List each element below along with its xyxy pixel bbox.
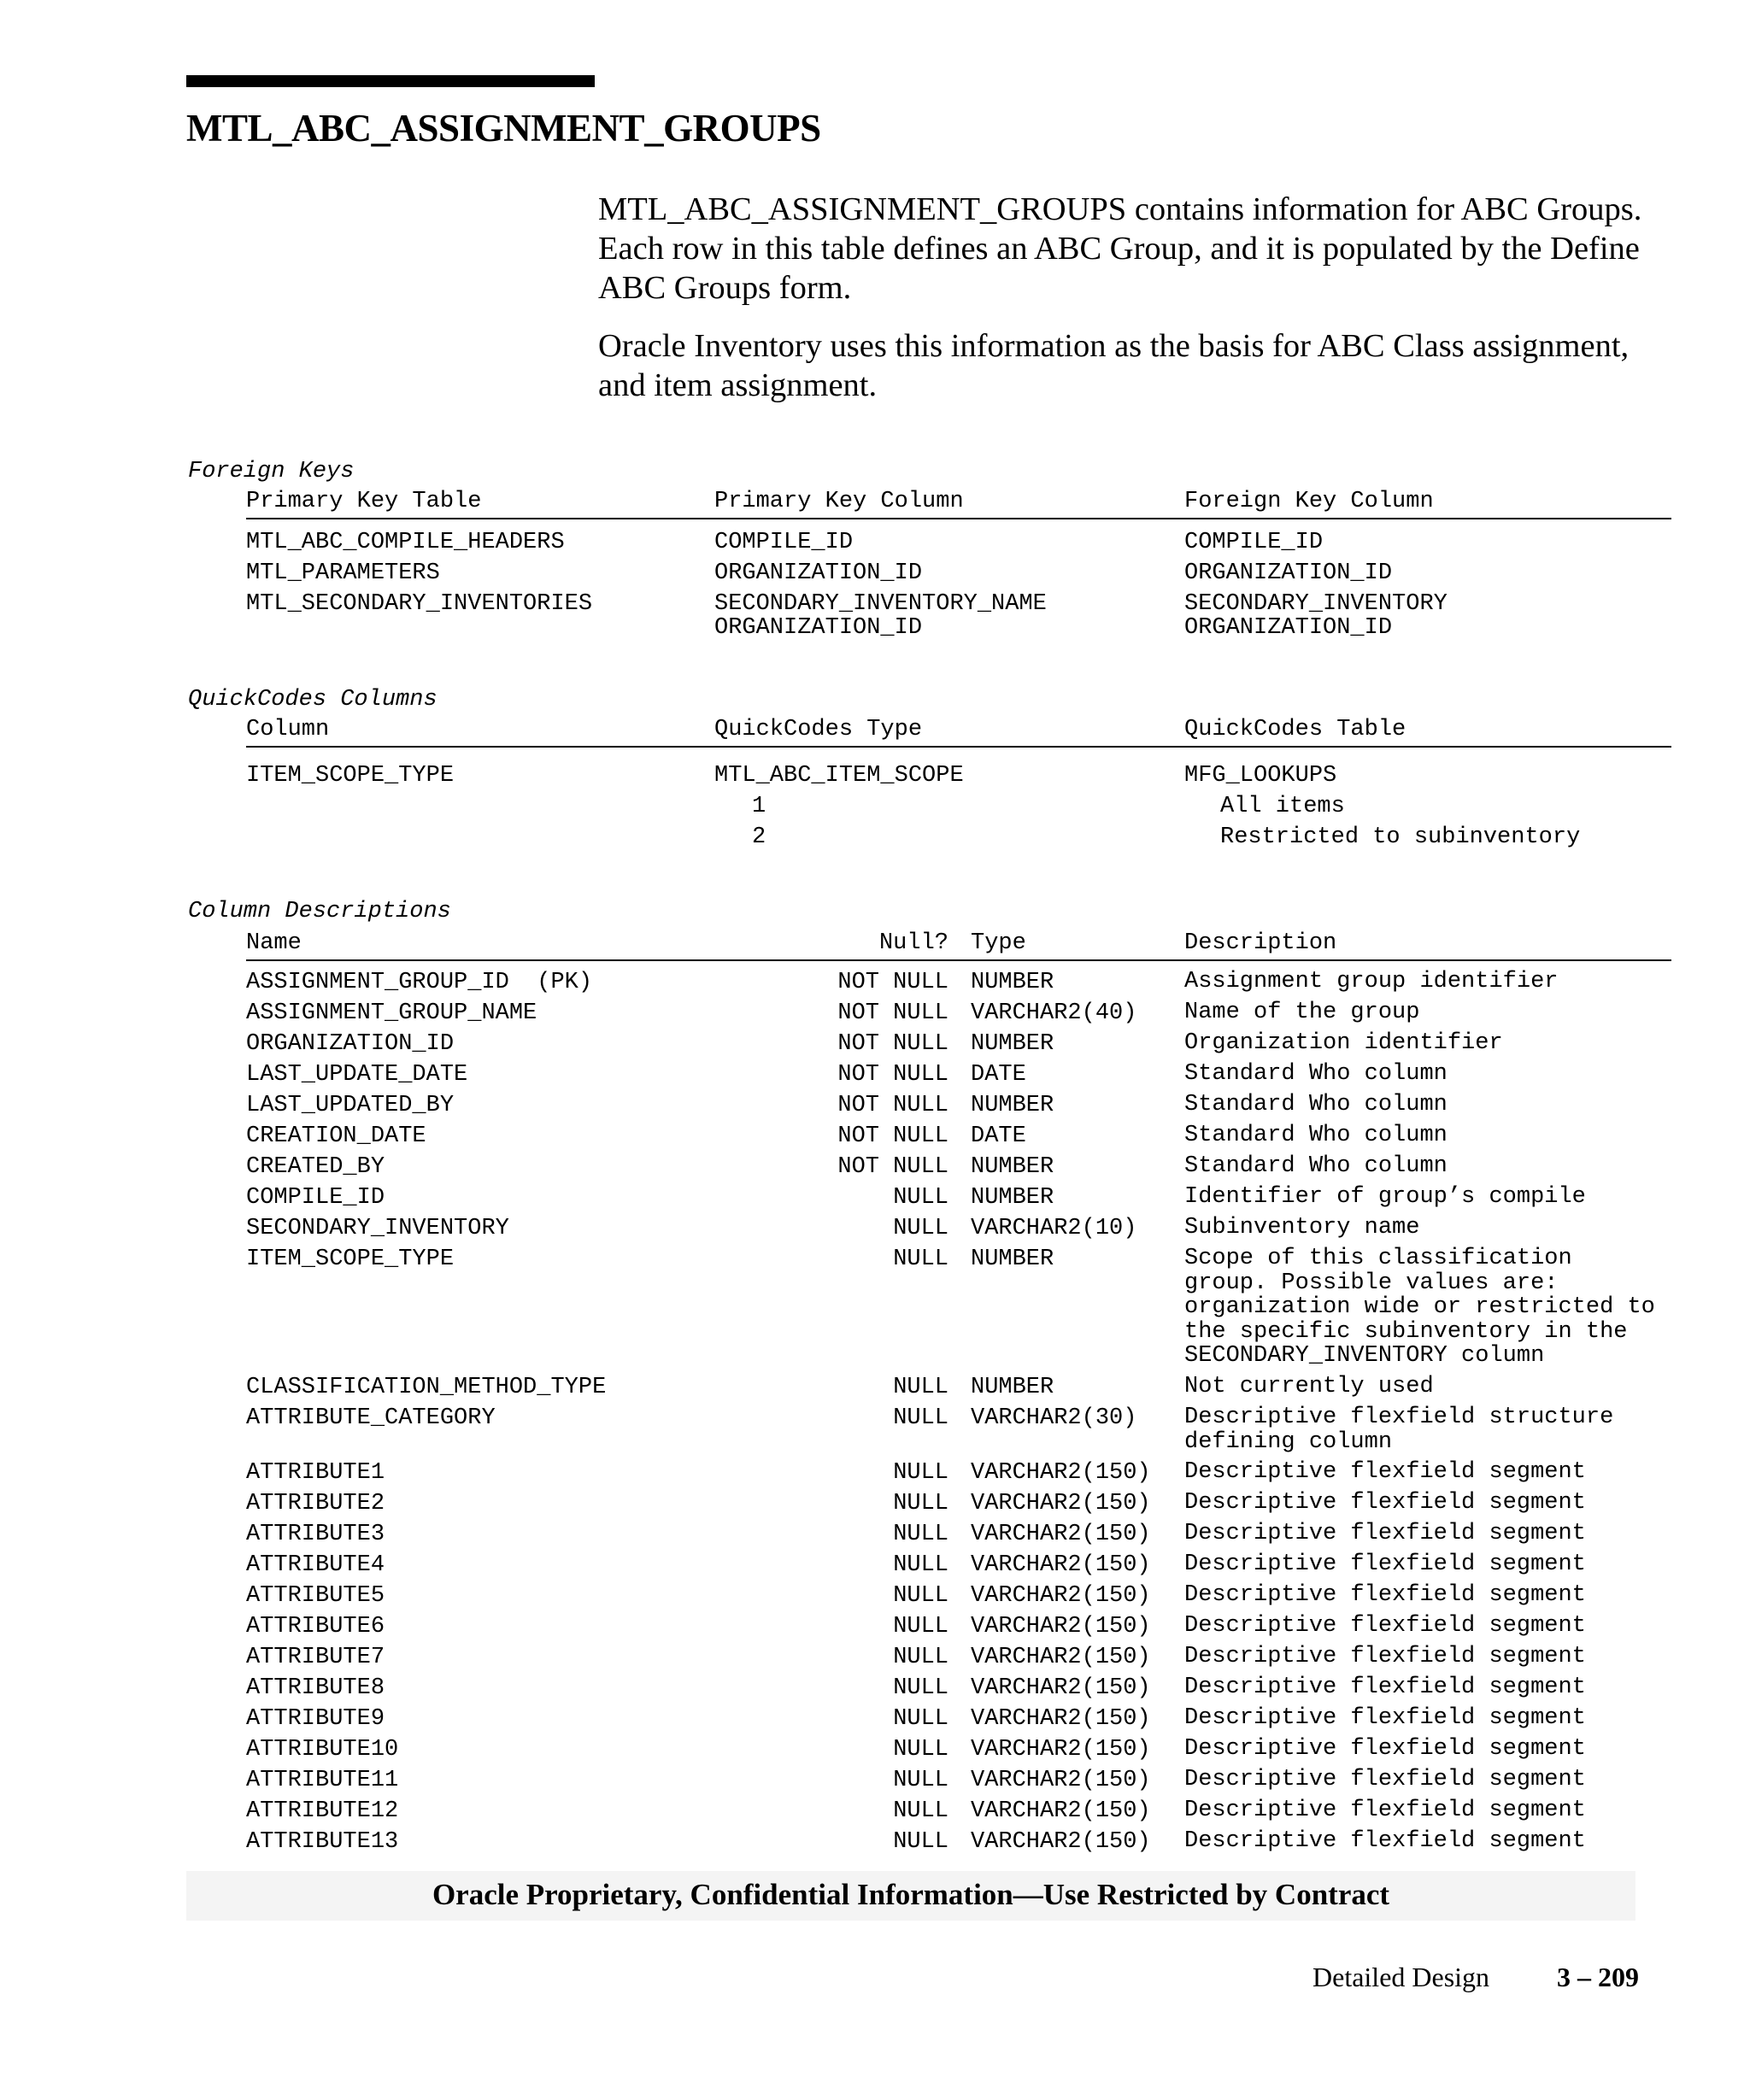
description-cell: Subinventory name [1184, 1215, 1420, 1241]
fk-pk-cell: COMPILE_ID [714, 530, 854, 555]
table-row [246, 1375, 1671, 1405]
table-row [246, 1247, 1671, 1375]
description-cell: Standard Who column [1184, 1153, 1448, 1179]
qc-code-cell: 2 [752, 824, 766, 850]
type-cell: VARCHAR2(150) [971, 1768, 1151, 1793]
null-cell: NULL [893, 1405, 948, 1431]
description-cell: Descriptive flexfield segment [1184, 1736, 1586, 1762]
null-cell: NOT NULL [837, 1093, 948, 1118]
description-cell: Descriptive flexfield segment [1184, 1490, 1586, 1516]
qc-code-cell: 1 [752, 794, 766, 819]
table-row [246, 970, 1671, 1000]
table-row [246, 1000, 1671, 1031]
null-cell: NULL [893, 1375, 948, 1400]
column-name-cell: ORGANIZATION_ID [246, 1031, 455, 1057]
qc-header-type: QuickCodes Type [714, 717, 923, 742]
column-descriptions-label: Column Descriptions [188, 899, 451, 924]
type-cell: NUMBER [971, 1185, 1054, 1211]
table-row [246, 1216, 1671, 1247]
table-row [246, 1185, 1671, 1216]
null-cell: NULL [893, 1737, 948, 1763]
foreign-keys-header [246, 487, 1671, 519]
fk-table-cell: MTL_SECONDARY_INVENTORIES [246, 591, 593, 617]
description-cell: Descriptive flexfield segment [1184, 1582, 1586, 1608]
description-cell: Descriptive flexfield segment [1184, 1675, 1586, 1700]
type-cell: VARCHAR2(150) [971, 1645, 1151, 1670]
column-name-cell: CREATION_DATE [246, 1123, 426, 1149]
column-name-cell: ATTRIBUTE2 [246, 1491, 385, 1516]
qc-column-cell: ITEM_SCOPE_TYPE [246, 763, 455, 789]
null-cell: NOT NULL [837, 1154, 948, 1180]
quickcodes-label: QuickCodes Columns [188, 687, 438, 713]
fk-fk-cell: ORGANIZATION_ID [1184, 560, 1393, 586]
table-row [246, 1645, 1671, 1675]
description-cell: Descriptive flexfield segment [1184, 1798, 1586, 1823]
table-row [246, 530, 1671, 560]
description-cell: Identifier of group’s compile [1184, 1184, 1586, 1210]
type-cell: NUMBER [971, 1375, 1054, 1400]
type-cell: NUMBER [971, 1247, 1054, 1272]
table-row [246, 1675, 1671, 1706]
table-row [246, 1093, 1671, 1123]
fk-fk-cell: SECONDARY_INVENTORY [1184, 591, 1448, 617]
table-row [246, 763, 1671, 794]
type-cell: DATE [971, 1062, 1026, 1088]
column-name-cell: ITEM_SCOPE_TYPE [246, 1247, 455, 1272]
footer-section-label: Detailed Design [1312, 1962, 1490, 1992]
description-cell: Descriptive flexfield segment [1184, 1613, 1586, 1639]
null-cell: NULL [893, 1829, 948, 1855]
type-cell: VARCHAR2(150) [971, 1552, 1151, 1578]
description-cell: Standard Who column [1184, 1123, 1448, 1148]
fk-pk-cell: ORGANIZATION_ID [714, 560, 923, 586]
description-cell: Descriptive flexfield segment [1184, 1828, 1586, 1854]
type-cell: VARCHAR2(150) [971, 1798, 1151, 1824]
description-cell: Assignment group identifier [1184, 969, 1559, 994]
description-cell: Descriptive flexfield segment [1184, 1767, 1586, 1792]
type-cell: VARCHAR2(30) [971, 1405, 1137, 1431]
column-name-cell: ASSIGNMENT_GROUP_ID (PK) [246, 970, 593, 995]
null-cell: NULL [893, 1614, 948, 1640]
type-cell: VARCHAR2(10) [971, 1216, 1137, 1241]
description-cell: Not currently used [1184, 1374, 1434, 1399]
fk-header-pk: Primary Key Column [714, 489, 964, 514]
fk-header-table: Primary Key Table [246, 489, 482, 514]
qc-meaning-cell: Restricted to subinventory [1220, 824, 1581, 850]
table-row [246, 1460, 1671, 1491]
type-cell: VARCHAR2(150) [971, 1614, 1151, 1640]
table-row [246, 1405, 1671, 1460]
table-row [246, 1829, 1671, 1860]
type-cell: NUMBER [971, 1031, 1054, 1057]
type-cell: VARCHAR2(150) [971, 1522, 1151, 1547]
column-name-cell: ATTRIBUTE7 [246, 1645, 385, 1670]
title-rule [186, 75, 595, 87]
column-name-cell: ATTRIBUTE10 [246, 1737, 399, 1763]
column-name-cell: CREATED_BY [246, 1154, 385, 1180]
qc-table-cell: MFG_LOOKUPS [1184, 763, 1337, 789]
intro-paragraph: Oracle Inventory uses this information as the basis for ABC Class assignment, and item assignment. [598, 328, 1630, 403]
type-cell: VARCHAR2(150) [971, 1491, 1151, 1516]
null-cell: NULL [893, 1491, 948, 1516]
null-cell: NULL [893, 1583, 948, 1609]
confidential-notice: Oracle Proprietary, Confidential Information––Use Restricted by Contract [432, 1878, 1390, 1911]
description-cell: Name of the group [1184, 1000, 1420, 1025]
column-name-cell: ATTRIBUTE1 [246, 1460, 385, 1486]
type-cell: VARCHAR2(150) [971, 1460, 1151, 1486]
fk-fk-cell: ORGANIZATION_ID [1184, 615, 1393, 641]
null-cell: NOT NULL [837, 1000, 948, 1026]
fk-header-fk: Foreign Key Column [1184, 489, 1434, 514]
table-row [246, 1031, 1671, 1062]
table-row [246, 1552, 1671, 1583]
table-row [246, 1798, 1671, 1829]
column-name-cell: ASSIGNMENT_GROUP_NAME [246, 1000, 537, 1026]
table-row [246, 794, 1671, 824]
type-cell: NUMBER [971, 1154, 1054, 1180]
table-row [246, 1491, 1671, 1522]
fk-table-cell: MTL_ABC_COMPILE_HEADERS [246, 530, 565, 555]
cd-header-type: Type [971, 930, 1026, 956]
table-row [246, 1614, 1671, 1645]
description-cell: Organization identifier [1184, 1030, 1503, 1056]
null-cell: NULL [893, 1522, 948, 1547]
type-cell: VARCHAR2(150) [971, 1583, 1151, 1609]
description-cell: Descriptive flexfield segment [1184, 1459, 1586, 1485]
type-cell: VARCHAR2(150) [971, 1675, 1151, 1701]
description-cell: Standard Who column [1184, 1092, 1448, 1117]
null-cell: NULL [893, 1552, 948, 1578]
intro-paragraph: MTL_ABC_ASSIGNMENT_GROUPS contains information for ABC Groups. Each row in this table defines an ABC Group, and it is populated by the Define ABC Groups form. [598, 191, 1642, 306]
type-cell: DATE [971, 1123, 1026, 1149]
column-descriptions-header [246, 929, 1671, 961]
column-name-cell: ATTRIBUTE12 [246, 1798, 399, 1824]
fk-pk-cell: SECONDARY_INVENTORY_NAME [714, 591, 1047, 617]
type-cell: VARCHAR2(150) [971, 1737, 1151, 1763]
page-number: 3 – 209 [1557, 1962, 1639, 1992]
qc-type-cell: MTL_ABC_ITEM_SCOPE [714, 763, 964, 789]
description-cell: Descriptive flexfield segment [1184, 1705, 1586, 1731]
table-row [246, 1706, 1671, 1737]
column-name-cell: LAST_UPDATE_DATE [246, 1062, 468, 1088]
column-name-cell: ATTRIBUTE11 [246, 1768, 399, 1793]
type-cell: NUMBER [971, 970, 1054, 995]
column-name-cell: ATTRIBUTE5 [246, 1583, 385, 1609]
description-cell: Descriptive flexfield segment [1184, 1521, 1586, 1546]
column-descriptions-table [246, 970, 1671, 1860]
type-cell: VARCHAR2(150) [971, 1706, 1151, 1732]
cd-header-desc: Description [1184, 930, 1337, 956]
quickcodes-header [246, 715, 1671, 748]
table-row [246, 1123, 1671, 1154]
description-cell: Descriptive flexfield segment [1184, 1644, 1586, 1669]
column-name-cell: LAST_UPDATED_BY [246, 1093, 455, 1118]
cd-header-name: Name [246, 930, 302, 956]
type-cell: NUMBER [971, 1093, 1054, 1118]
column-name-cell: ATTRIBUTE9 [246, 1706, 385, 1732]
null-cell: NULL [893, 1247, 948, 1272]
foreign-keys-label: Foreign Keys [188, 459, 355, 484]
null-cell: NOT NULL [837, 1031, 948, 1057]
null-cell: NULL [893, 1798, 948, 1824]
description-cell: Descriptive flexfield structure defining column [1184, 1405, 1614, 1455]
table-row [246, 1062, 1671, 1093]
table-row [246, 591, 1671, 646]
column-name-cell: ATTRIBUTE8 [246, 1675, 385, 1701]
column-name-cell: ATTRIBUTE13 [246, 1829, 399, 1855]
null-cell: NULL [893, 1706, 948, 1732]
table-row [246, 824, 1671, 855]
null-cell: NOT NULL [837, 1062, 948, 1088]
column-name-cell: COMPILE_ID [246, 1185, 385, 1211]
qc-meaning-cell: All items [1220, 794, 1345, 819]
table-row [246, 1737, 1671, 1768]
qc-header-table: QuickCodes Table [1184, 717, 1406, 742]
column-name-cell: ATTRIBUTE_CATEGORY [246, 1405, 496, 1431]
type-cell: VARCHAR2(40) [971, 1000, 1137, 1026]
null-cell: NULL [893, 1768, 948, 1793]
description-cell: Scope of this classification group. Possible values are: organization wide or restricted to the specific subinventory in the SECONDARY_INVENTORY column [1184, 1246, 1655, 1369]
null-cell: NULL [893, 1460, 948, 1486]
column-name-cell: SECONDARY_INVENTORY [246, 1216, 509, 1241]
cd-header-null: Null? [878, 930, 948, 956]
table-row [246, 1583, 1671, 1614]
column-name-cell: ATTRIBUTE3 [246, 1522, 385, 1547]
column-name-cell: ATTRIBUTE6 [246, 1614, 385, 1640]
null-cell: NULL [893, 1675, 948, 1701]
null-cell: NOT NULL [837, 1123, 948, 1149]
table-row [246, 1768, 1671, 1798]
table-row [246, 1522, 1671, 1552]
null-cell: NULL [893, 1216, 948, 1241]
quickcodes-table [246, 763, 1671, 855]
column-name-cell: CLASSIFICATION_METHOD_TYPE [246, 1375, 607, 1400]
table-row [246, 560, 1671, 591]
fk-table-cell: MTL_PARAMETERS [246, 560, 440, 586]
table-row [246, 1154, 1671, 1185]
page-title: MTL_ABC_ASSIGNMENT_GROUPS [186, 107, 821, 150]
description-cell: Standard Who column [1184, 1061, 1448, 1087]
fk-fk-cell: COMPILE_ID [1184, 530, 1324, 555]
null-cell: NULL [893, 1185, 948, 1211]
foreign-keys-table [246, 530, 1671, 646]
column-name-cell: ATTRIBUTE4 [246, 1552, 385, 1578]
qc-header-column: Column [246, 717, 330, 742]
null-cell: NULL [893, 1645, 948, 1670]
fk-pk-cell: ORGANIZATION_ID [714, 615, 923, 641]
type-cell: VARCHAR2(150) [971, 1829, 1151, 1855]
description-cell: Descriptive flexfield segment [1184, 1552, 1586, 1577]
intro-text [598, 190, 1675, 424]
null-cell: NOT NULL [837, 970, 948, 995]
